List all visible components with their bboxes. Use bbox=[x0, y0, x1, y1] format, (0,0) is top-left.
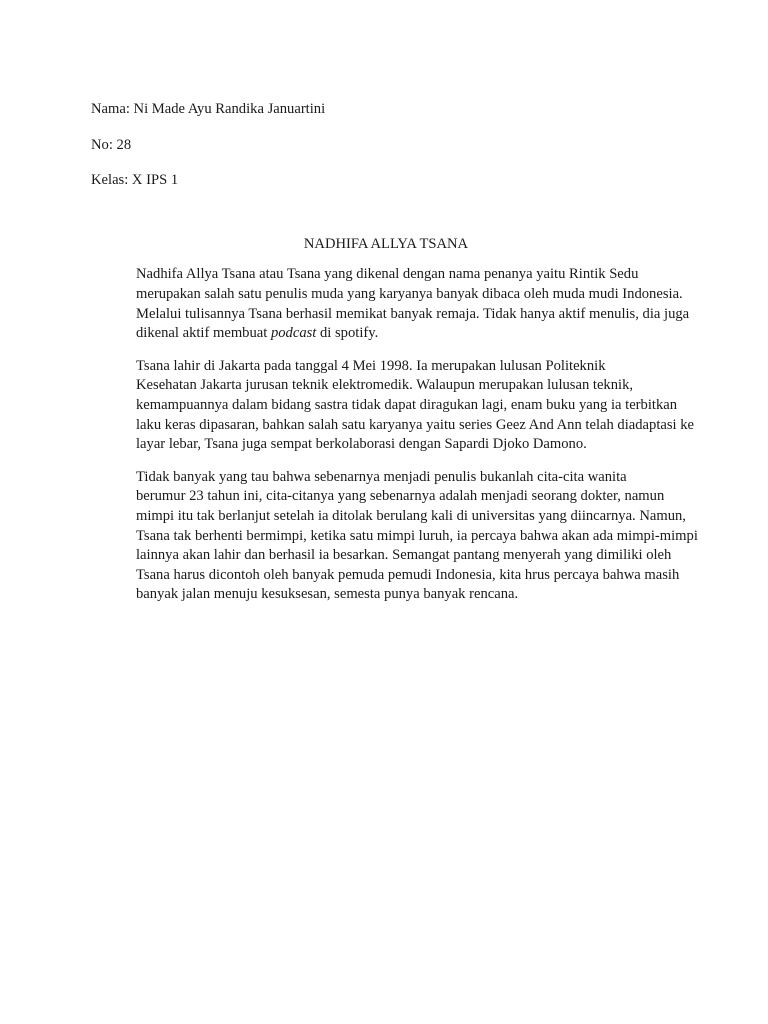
student-name: Nama: Ni Made Ayu Randika Januartini bbox=[91, 101, 326, 117]
paragraph-line: Tsana harus dicontoh oleh banyak pemuda pemudi Indonesia, kita hrus percaya bahwa masih bbox=[136, 566, 680, 583]
paragraph-line: berumur 23 tahun ini, cita-citanya yang sebenarnya adalah menjadi seorang dokter, namun bbox=[136, 488, 665, 505]
paragraph-line: laku keras dipasaran, bahkan salah satu karyanya yaitu series Geez And Ann telah diadaptasi ke bbox=[136, 416, 695, 433]
paragraph-1 bbox=[91, 265, 690, 343]
italic-term: podcast bbox=[270, 325, 317, 342]
document-body bbox=[91, 100, 698, 618]
paragraph-line: kemampuannya dalam bidang sastra tidak dapat diragukan lagi, enam buku yang ia terbitkan bbox=[136, 396, 678, 413]
paragraph-2 bbox=[91, 357, 695, 455]
student-number: No: 28 bbox=[91, 136, 132, 153]
paragraph-line: merupakan salah satu penulis muda yang karyanya banyak dibaca oleh muda mudi Indonesia. bbox=[136, 285, 683, 302]
paragraph-line: Nadhifa Allya Tsana atau Tsana yang dikenal dengan nama penanya yaitu Rintik Sedu bbox=[136, 266, 639, 283]
paragraph-line: banyak jalan menuju kesuksesan, semesta punya banyak rencana. bbox=[136, 586, 519, 603]
paragraph-line: mimpi itu tak berlanjut setelah ia ditolak berulang kali di universitas yang diincarnya. Namun, bbox=[136, 507, 686, 524]
paragraph-line: Melalui tulisannya Tsana berhasil memikat banyak remaja. Tidak hanya aktif menulis, dia juga bbox=[136, 305, 690, 322]
paragraph-line: Tidak banyak yang tau bahwa sebenarnya menjadi penulis bukanlah cita-cita wanita bbox=[136, 468, 627, 485]
paragraph-line: Tsana lahir di Jakarta pada tanggal 4 Mei 1998. Ia merupakan lulusan Politeknik bbox=[136, 357, 606, 374]
text-segment: dikenal aktif membuat bbox=[136, 325, 271, 342]
paragraph-3 bbox=[91, 468, 698, 605]
student-class: Kelas: X IPS 1 bbox=[91, 172, 179, 189]
paragraph-line: Kesehatan Jakarta jurusan teknik elektromedik. Walaupun merupakan lulusan teknik, bbox=[136, 377, 634, 394]
paragraph-line bbox=[91, 324, 681, 344]
paragraph-line: Tsana tak berhenti bermimpi, ketika satu mimpi luruh, ia percaya bahwa akan ada mimpi-mimpi bbox=[136, 527, 698, 544]
document-title: NADHIFA ALLYA TSANA bbox=[303, 235, 469, 252]
text-segment: di spotify. bbox=[316, 325, 379, 342]
paragraph-line: layar lebar, Tsana juga sempat berkolaborasi dengan Sapardi Djoko Damono. bbox=[136, 436, 587, 453]
paragraph-line: lainnya akan lahir dan berhasil ia besarkan. Semangat pantang menyerah yang dimiliki oleh bbox=[136, 547, 672, 564]
